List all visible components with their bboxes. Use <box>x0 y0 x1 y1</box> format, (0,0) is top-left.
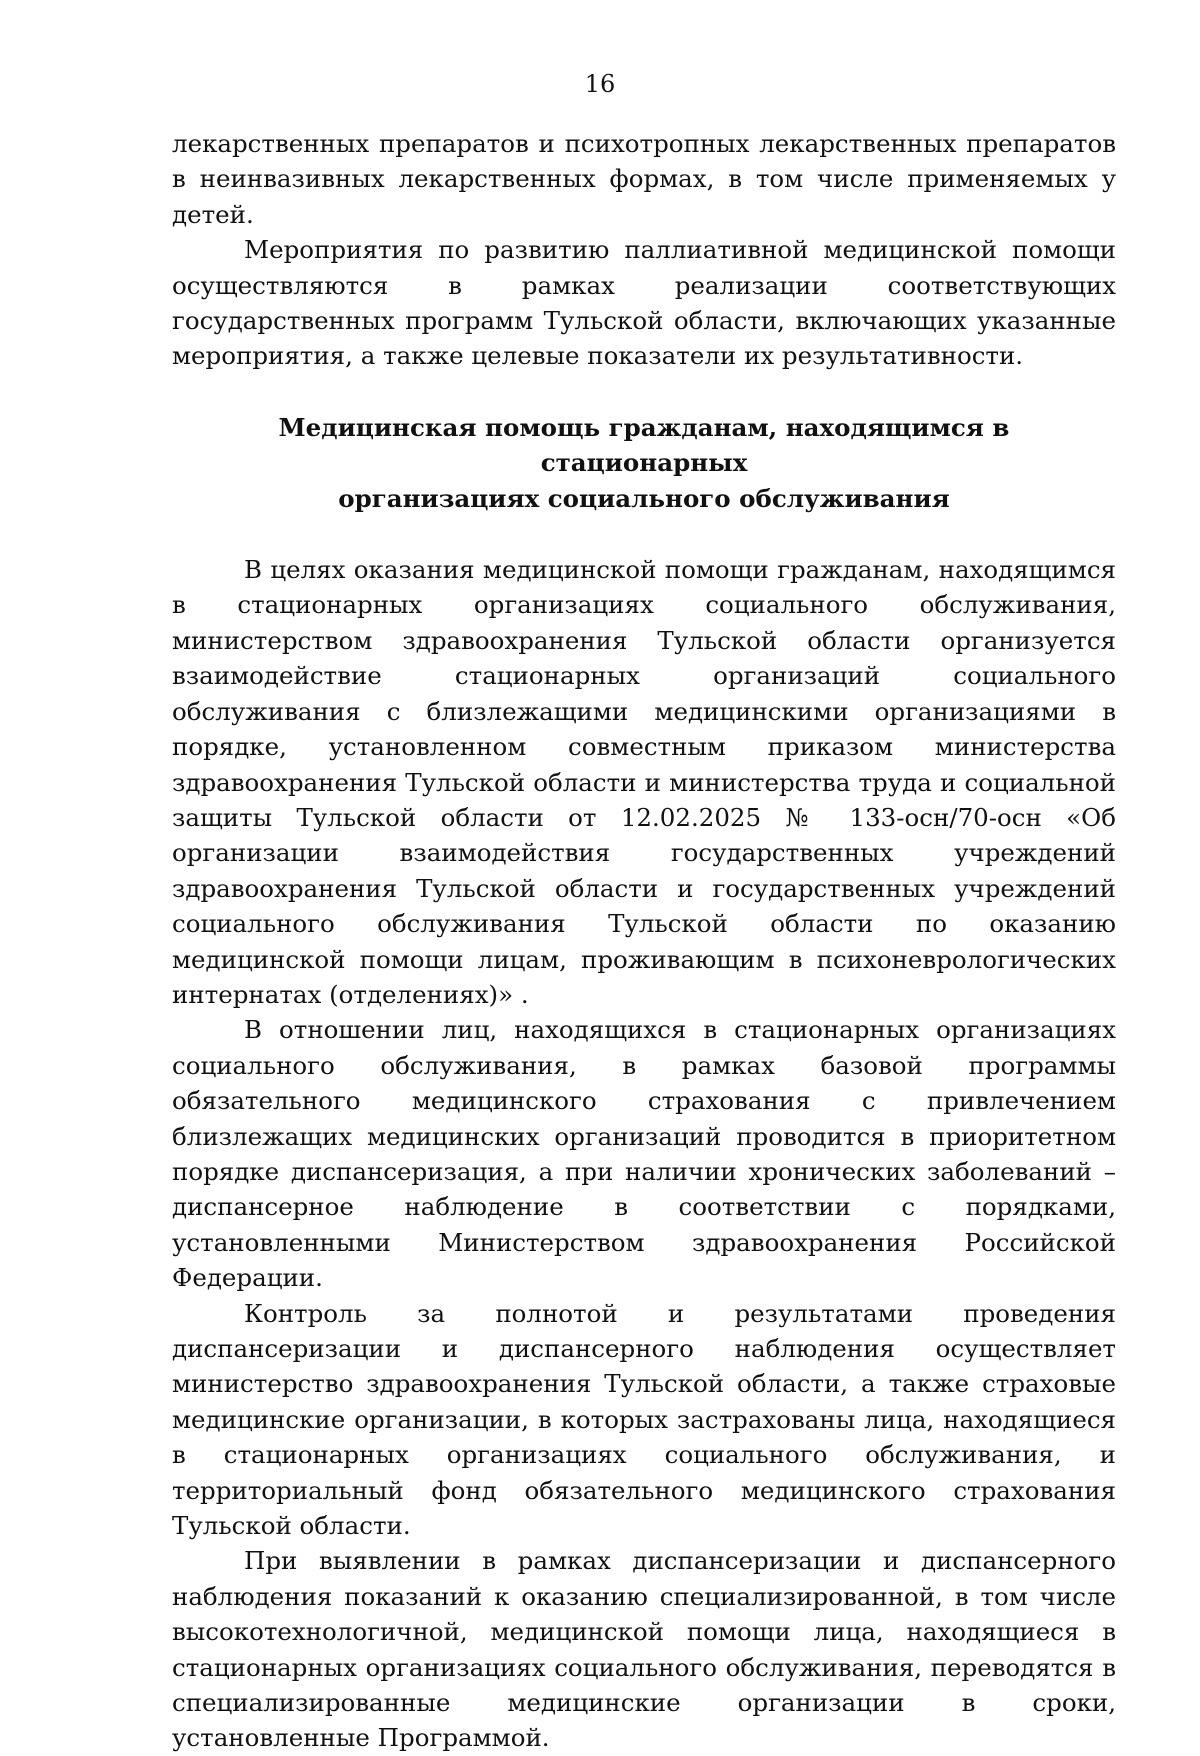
paragraph-specialized-care: При выявлении в рамках диспансеризации и диспансерного наблюдения показаний к оказанию специализированной, в том числе высокотехнологичной, медицинской помощи лица, находящиеся в стационарных организациях социального обслуживания, переводятся в специализированные медицинские организации в сроки, установленные Программой. <box>172 1546 1116 1753</box>
spacer <box>172 516 1116 552</box>
section-heading-line-1: Медицинская помощь гражданам, находящимся в стационарных <box>278 412 1010 478</box>
paragraph-dispensary-screening: В отношении лиц, находящихся в стационарных организациях социального обслуживания, в рамках базовой программы обязательного медицинского страхования с привлечением близлежащих медицинских организаций проводится в приоритетном порядке диспансеризация, а при наличии хронических заболеваний – диспансерное наблюдение в соответствии с порядками, установленными Министерством здравоохранения Российской Федерации. <box>172 1015 1116 1293</box>
paragraph-interaction-order: В целях оказания медицинской помощи гражданам, находящимся в стационарных организациях социального обслуживания, министерством здравоохранения Тульской области организуется взаимодействие стационарных организаций социального обслуживания с близлежащими медицинскими организациями в порядке, установленном совместным приказом министерства здравоохранения Тульской области и министерства труда и социальной защиты Тульской области от 12.02.2025 № 133-осн/70-осн «Об организации взаимодействия государственных учреждений здравоохранения Тульской области и государственных учреждений социального обслуживания Тульской области по оказанию медицинской помощи лицам, проживающим в психоневрологических интернатах (отделениях)» . <box>172 555 1116 1009</box>
paragraph-palliative-measures: Мероприятия по развитию паллиативной медицинской помощи осуществляются в рамках реализации соответствующих государственных программ Тульской области, включающих указанные мероприятия, а также целевые показатели их результативности. <box>172 235 1116 371</box>
document-body <box>172 126 1116 1756</box>
paragraph-continuation: лекарственных препаратов и психотропных лекарственных препаратов в неинвазивных лекарственных формах, в том числе применяемых у детей. <box>172 129 1116 229</box>
paragraph-control: Контроль за полнотой и результатами проведения диспансеризации и диспансерного наблюдения осуществляет министерство здравоохранения Тульской области, а также страховые медицинские организации, в которых застрахованы лица, находящиеся в стационарных организациях социального обслуживания, и территориальный фонд обязательного медицинского страхования Тульской области. <box>172 1298 1116 1541</box>
page-number: 16 <box>584 70 616 98</box>
section-heading-line-2: организациях социального обслуживания <box>338 483 950 513</box>
spacer <box>172 374 1116 410</box>
